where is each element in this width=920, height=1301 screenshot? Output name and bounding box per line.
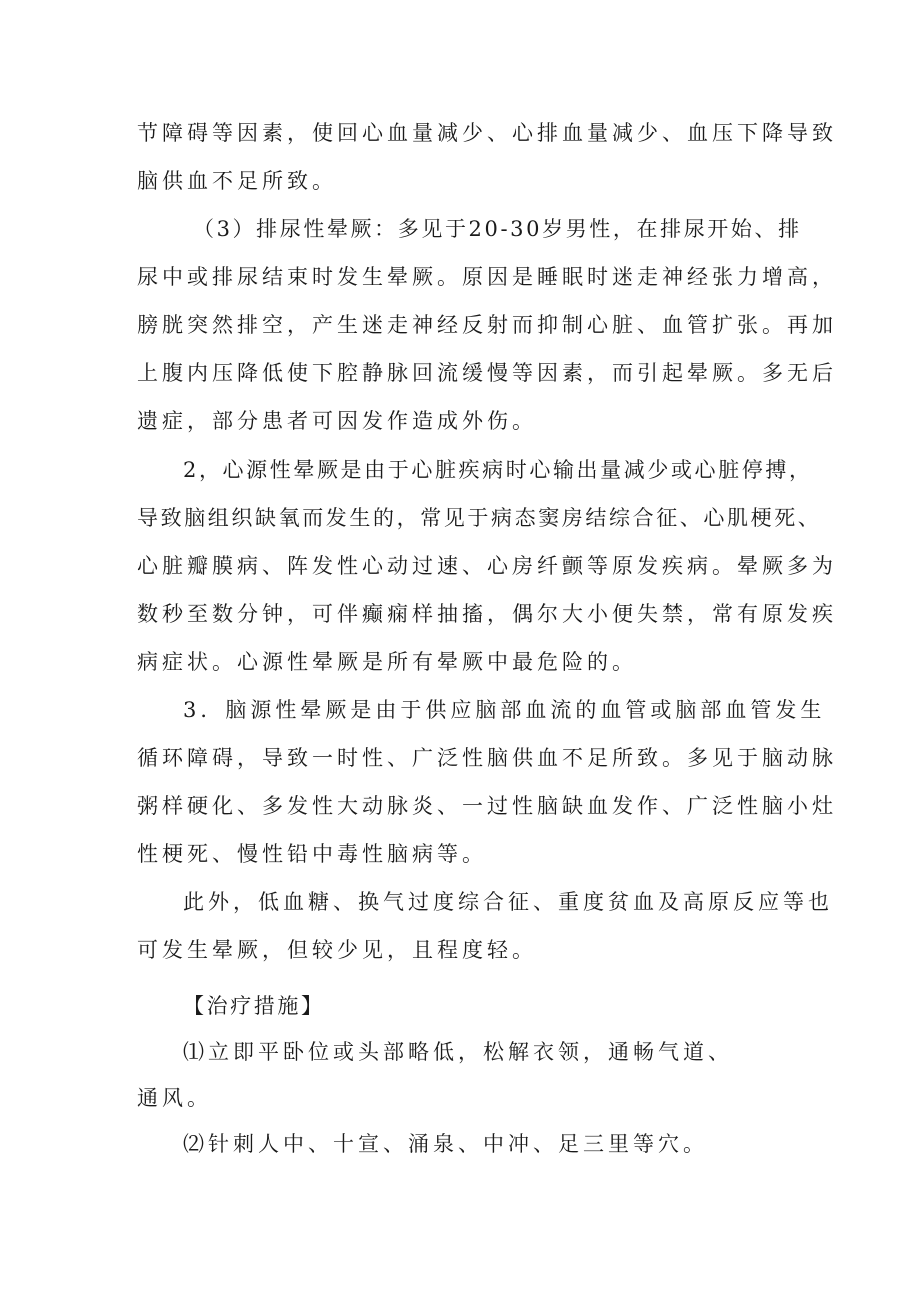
text-line: 导致脑组织缺氧而发生的，常见于病态窦房结综合征、心肌梗死、 xyxy=(137,506,822,530)
text-line: 可发生晕厥，但较少见，且程度轻。 xyxy=(137,938,537,962)
text-line: 数秒至数分钟，可伴癫痫样抽搐，偶尔大小便失禁，常有原发疾 xyxy=(137,602,837,626)
text-line: ⑵针刺人中、十宣、涌泉、中冲、足三里等穴。 xyxy=(183,1132,708,1156)
text-line: 通风。 xyxy=(137,1086,212,1110)
text-line: ⑴立即平卧位或头部略低，松解衣领，通畅气道、 xyxy=(183,1040,733,1064)
text-line: 此外，低血糖、换气过度综合征、重度贫血及高原反应等也 xyxy=(183,890,833,914)
text-line: 尿中或排尿结束时发生晕厥。原因是睡眠时迷走神经张力增高， xyxy=(137,265,837,289)
text-line: 脑供血不足所致。 xyxy=(137,169,337,193)
text-line: 心脏瓣膜病、阵发性心动过速、心房纤颤等原发疾病。晕厥多为 xyxy=(137,554,837,578)
text-line: 病症状。心源性晕厥是所有晕厥中最危险的。 xyxy=(137,650,637,674)
section-heading: 【治疗措施】 xyxy=(183,994,325,1018)
text-line: 3．脑源性晕厥是由于供应脑部血流的血管或脑部血管发生 xyxy=(183,698,826,722)
text-line: 遗症，部分患者可因发作造成外伤。 xyxy=(137,409,537,433)
text-line: 节障碍等因素，使回心血量减少、心排血量减少、血压下降导致 xyxy=(137,121,837,145)
text-line: 性梗死、慢性铅中毒性脑病等。 xyxy=(137,842,487,866)
text-line: 粥样硬化、多发性大动脉炎、一过性脑缺血发作、广泛性脑小灶 xyxy=(137,794,837,818)
text-line: 2，心源性晕厥是由于心脏疾病时心输出量减少或心脏停搏， xyxy=(183,458,813,482)
text-line: 上腹内压降低使下腔静脉回流缓慢等因素，而引起晕厥。多无后 xyxy=(137,361,837,385)
text-line: 膀胱突然排空，产生迷走神经反射而抑制心脏、血管扩张。再加 xyxy=(137,313,837,337)
text-line: 循环障碍，导致一时性、广泛性脑供血不足所致。多见于脑动脉 xyxy=(137,746,837,770)
text-line: （3）排尿性晕厥：多见于20-30岁男性，在排尿开始、排 xyxy=(193,217,802,241)
